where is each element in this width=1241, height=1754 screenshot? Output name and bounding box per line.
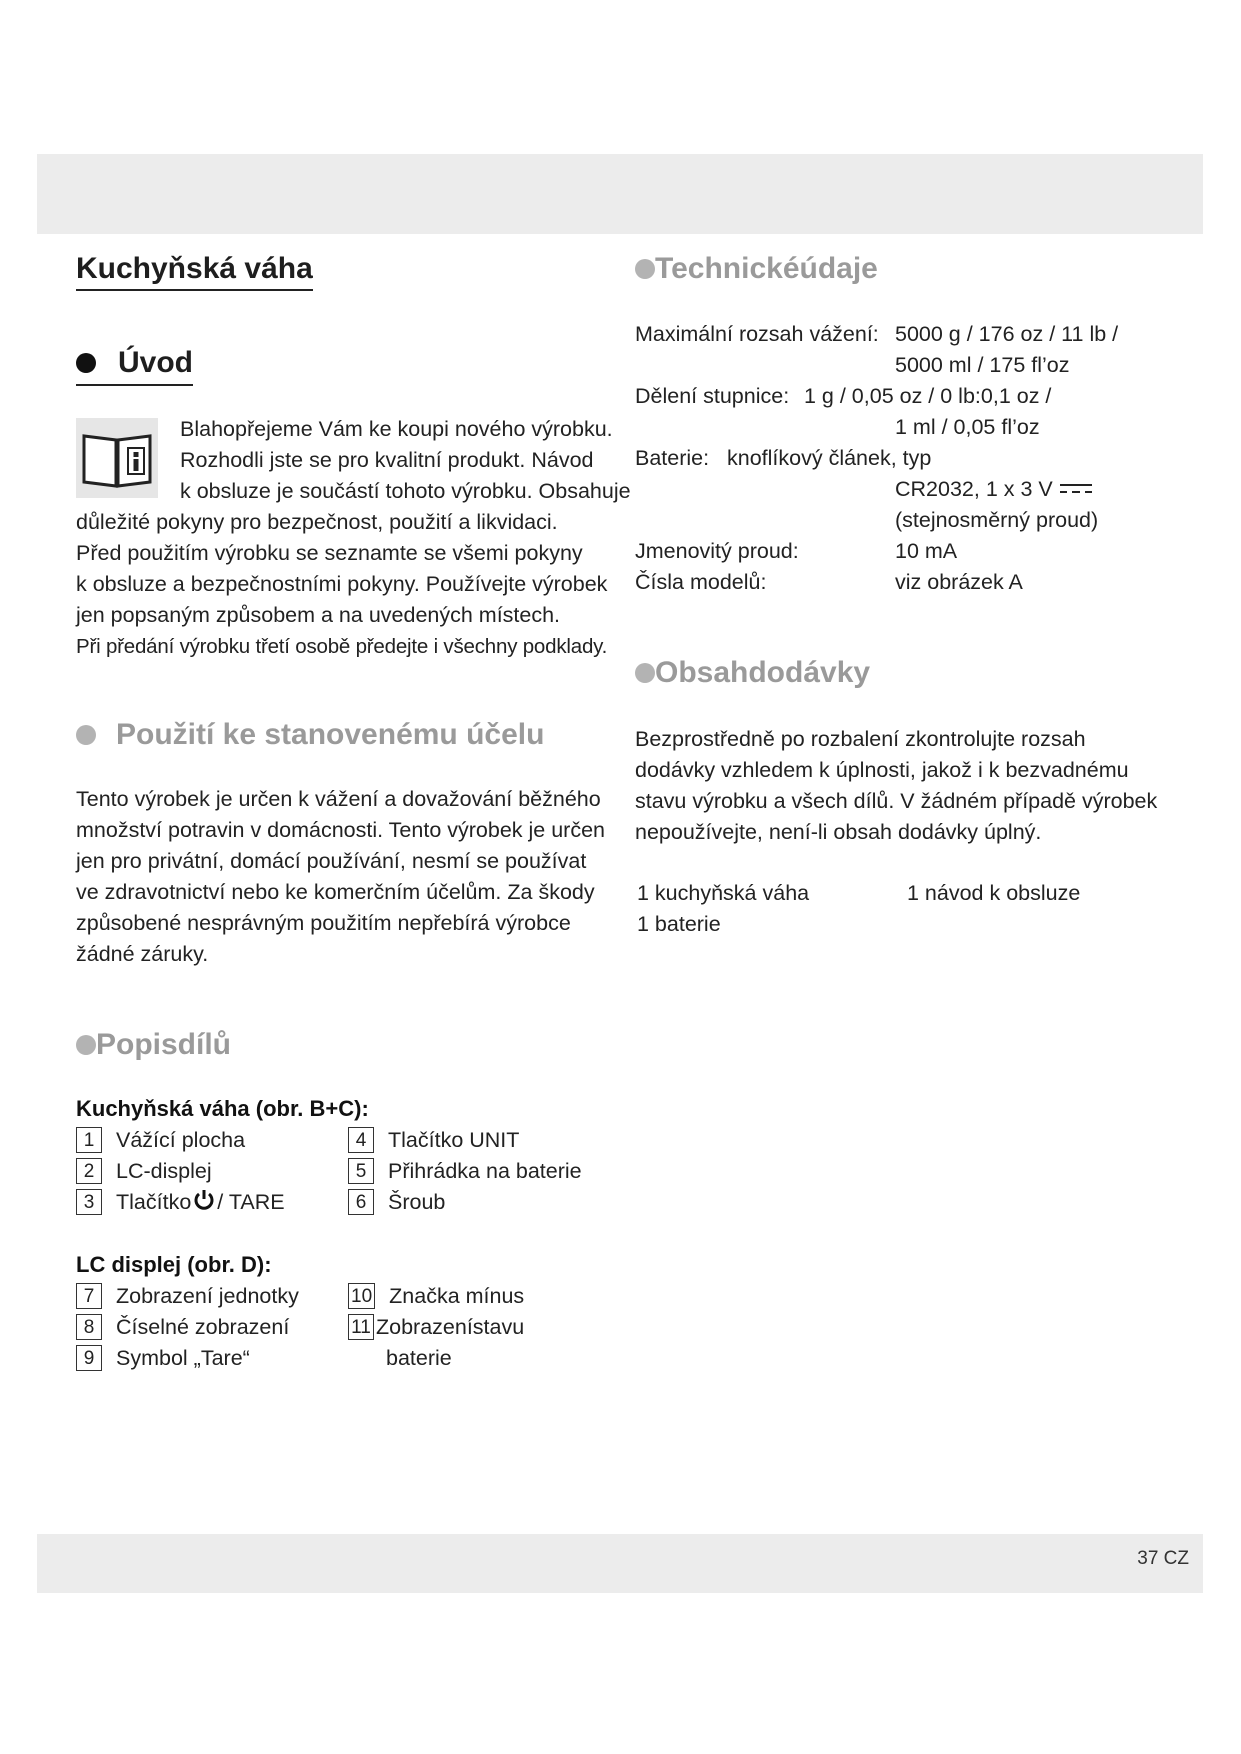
spec-battery-value: (stejnosměrný proud) — [895, 508, 1099, 532]
display-parts-heading: LC displej (obr. D): — [76, 1252, 272, 1277]
part-item: 2 LC-displej — [76, 1157, 212, 1185]
bullet-icon — [76, 353, 96, 373]
intended-use-text: Tento výrobek je určen k vážení a dovažování běžného množství potravin v domácnosti. Tento výrobek je určen jen pro privátní, domácí používání, nesmí se používat ve zdravotnictví nebo ke komerčním účelům. Za škody způsobené nesprávným použitím nepřebírá výrobce žádné záruky. — [76, 787, 605, 966]
part-item-continued: baterie — [386, 1345, 452, 1370]
spec-battery-label: Baterie: — [635, 446, 710, 470]
part-item: 6 Šroub — [348, 1188, 445, 1216]
section-heading-intro: Úvod — [76, 346, 193, 386]
spec-max-value: 5000 g / 176 oz / 11 lb / — [895, 322, 1119, 346]
spec-model-label: Čísla modelů: — [635, 570, 767, 594]
part-item: 8 Číselné zobrazení — [76, 1313, 289, 1341]
part-item: 5 Přihrádka na baterie — [348, 1157, 582, 1185]
spec-division-value: 1 g / 0,05 oz / 0 lb:0,1 oz / — [804, 384, 1052, 408]
delivery-item: 1 kuchyňská váha — [637, 881, 810, 905]
scale-parts-heading: Kuchyňská váha (obr. B+C): — [76, 1096, 369, 1121]
spec-current-value: 10 mA — [895, 539, 958, 563]
spec-current-label: Jmenovitý proud: — [635, 539, 799, 563]
spec-division-label: Dělení stupnice: — [635, 384, 790, 408]
dc-symbol-icon — [1059, 475, 1093, 506]
part-item: 3 Tlačítko / TARE — [76, 1188, 285, 1216]
bullet-icon — [76, 725, 96, 745]
footer-band — [37, 1534, 1203, 1593]
power-icon — [193, 1188, 215, 1216]
section-heading-delivery: Obsahdodávky — [635, 656, 870, 690]
part-item: 10 Značka mínus — [348, 1282, 524, 1310]
part-item: 11 Zobrazenístavu — [348, 1313, 524, 1341]
spec-max-label: Maximální rozsah vážení: — [635, 322, 879, 346]
section-heading-parts: Popisdílů — [76, 1028, 231, 1062]
part-item: 7 Zobrazení jednotky — [76, 1282, 299, 1310]
bullet-icon — [76, 1035, 96, 1055]
section-heading-intended-use: Použití ke stanovenému účelu — [76, 718, 544, 752]
bullet-icon — [635, 259, 655, 279]
spec-max-value: 5000 ml / 175 fl’oz — [895, 353, 1070, 377]
intro-text: důležité pokyny pro bezpečnost, použití a likvidaci. Před použitím výrobku se seznamte se všemi pokyny k obsluze a bezpečnostními pokyny. Používejte výrobek jen popsaným způsobem a na uvedených místech. Při předání výrobku třetí osobě předejte i všechny podklady. — [76, 510, 608, 658]
spec-battery-value: knoflíkový článek, typ — [727, 446, 932, 470]
section-heading-technical: Technickéúdaje — [635, 252, 878, 286]
part-item: 1 Vážící plocha — [76, 1126, 245, 1154]
intro-text-wrapped: Blahopřejeme Vám ke koupi nového výrobku. Rozhodli jste se pro kvalitní produkt. Návod k obsluze je součástí tohoto výrobku. Obsahuje — [180, 417, 631, 503]
page-title: Kuchyňská váha — [76, 252, 313, 291]
header-band — [37, 154, 1203, 234]
delivery-text: Bezprostředně po rozbalení zkontrolujte rozsah dodávky vzhledem k úplnosti, jakož i k bezvadnému stavu výrobku a všech dílů. V žádném případě výrobek nepoužívejte, není-li obsah dodávky úplný. — [635, 727, 1158, 844]
delivery-item: 1 návod k obsluze — [907, 881, 1081, 905]
spec-division-value: 1 ml / 0,05 fl’oz — [895, 415, 1040, 439]
manual-info-icon — [76, 418, 158, 498]
bullet-icon — [635, 663, 655, 683]
part-item: 9 Symbol „Tare“ — [76, 1344, 250, 1372]
part-item: 4 Tlačítko UNIT — [348, 1126, 519, 1154]
page-number: 37 CZ — [1137, 1548, 1189, 1569]
spec-battery-value: CR2032, 1 x 3 V — [895, 474, 1093, 506]
delivery-item: 1 baterie — [637, 912, 721, 936]
spec-model-value: viz obrázek A — [895, 570, 1023, 594]
